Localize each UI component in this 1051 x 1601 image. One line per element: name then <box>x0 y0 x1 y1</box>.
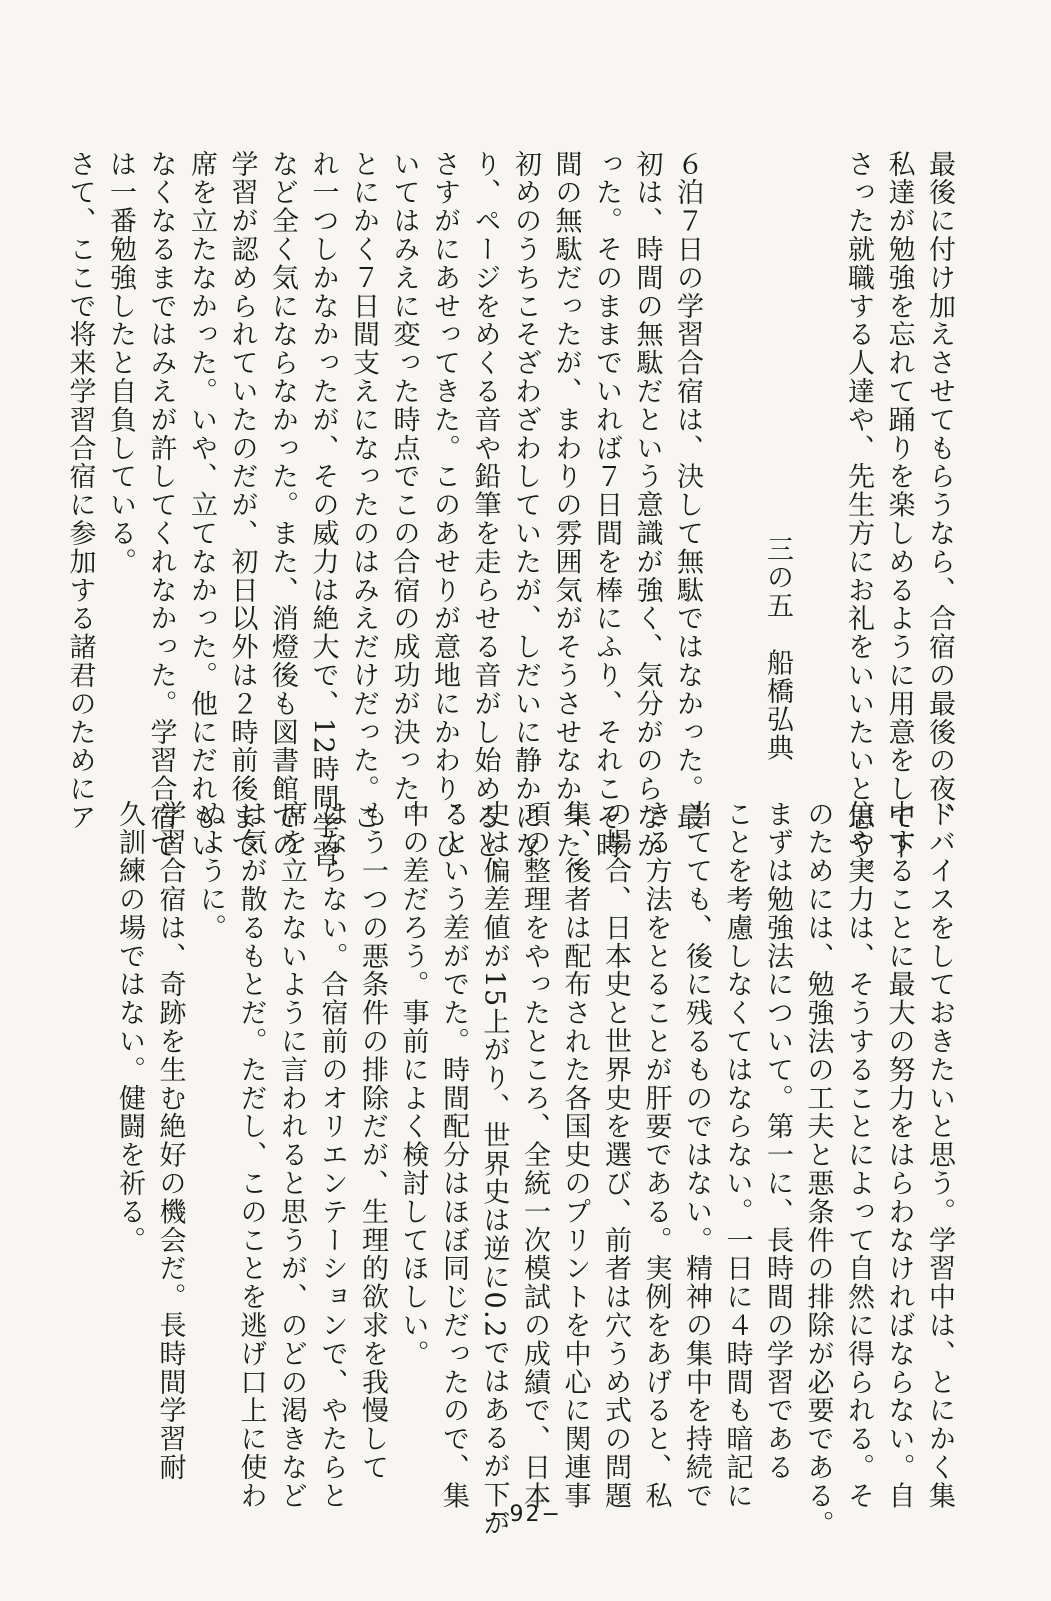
text-line: 私達が勉強を忘れて踊りを楽しめるように用意をして下 <box>883 150 915 860</box>
text-line: は一番勉強したと自負している。 <box>105 150 136 576</box>
text-line: 史は偏差値が15上がり、世界史は逆に0.2ではあるが下が <box>478 800 510 1538</box>
text-line: れ一つしかなかったが、その威力は絶大で、12時間学習 <box>307 150 339 869</box>
author-byline: 三の五 船橋弘典 <box>762 535 793 763</box>
text-line: さった就職する人達や、先生方にお礼をいいたいと思う。 <box>843 150 874 889</box>
text-line: 中することに最大の努力をはらわなければならない。自 <box>883 800 915 1510</box>
text-line: さすがにあせってきた。このあせりが意地にかわり、ひ <box>429 150 460 860</box>
text-line: ぬように。 <box>195 800 226 942</box>
text-line: 初は、時間の無駄だという意識が強く、気分がのらなか <box>631 150 663 860</box>
text-line: きる方法をとることが肝要である。実例をあげると、私 <box>640 800 672 1510</box>
closing-remarks-section <box>757 150 960 889</box>
text-line: り、ページをめくる音や鉛筆を走らせる音がし始めると、 <box>469 150 501 889</box>
text-line: った。そのままでいれば７日間を棒にふり、それこそ時 <box>591 150 622 860</box>
text-line: の場合、日本史と世界史を選び、前者は穴うめ式の問題 <box>600 800 631 1510</box>
blank-line <box>797 150 838 790</box>
text-line: ドバイスをしておきたいと思う。学習中は、とにかく集 <box>924 800 955 1510</box>
text-line: 席を立たなかった。いや、立てなかった。他にだれもい <box>186 150 217 860</box>
text-line: など全く気にならなかった。また、消燈後も図書館での <box>267 150 298 860</box>
text-line: 最後に付け加えさせてもらうなら、合宿の最後の夜、 <box>924 150 955 832</box>
text-line: まずは勉強法について。第一に、長時間の学習である <box>762 800 793 1482</box>
text-line: 信や実力は、そうすることによって自然に得られる。そ <box>843 800 874 1510</box>
text-line: とにかく７日間支えになったのはみえだけだった。こ <box>348 150 379 832</box>
text-line: 間の無駄だったが、まわりの雰囲気がそうさせなかった。 <box>550 150 582 889</box>
text-line: のためには、勉強法の工夫と悪条件の排除が必要である。 <box>802 800 834 1539</box>
text-line: 学習が認められていたのだが、初日以外は２時前後まで <box>226 150 258 860</box>
text-line: 中の差だろう。事前によく検討してほしい。 <box>397 800 429 1368</box>
text-line: いてはみえに変った時点でこの合宿の成功が決った。 <box>388 150 420 832</box>
text-line: 学習合宿は、奇跡を生む絶好の機会だ。長時間学習耐 <box>154 800 186 1482</box>
text-line: は気が散るもとだ。ただし、このことを逃げ口上に使わ <box>235 800 267 1510</box>
text-line: 項の整理をやったところ、全統一次模試の成績で、日本 <box>519 800 550 1510</box>
text-line: 席を立たないように言われると思うが、のどの渇きなど <box>276 800 307 1510</box>
text-line: もう一つの悪条件の排除だが、生理的欲求を我慢して <box>357 800 388 1482</box>
text-line: ことを考慮しなくてはならない。一日に４時間も暗記に <box>721 800 753 1510</box>
text-line: ６泊７日の学習合宿は、決して無駄ではなかった。最 <box>672 150 703 832</box>
page-number: −92− <box>489 1502 562 1527</box>
text-line: 集、後者は配布された各国史のプリントを中心に関連事 <box>559 800 591 1510</box>
text-line: 当てても、後に残るものではない。精神の集中を持続で <box>681 800 712 1510</box>
text-line: さて、ここで将来学習合宿に参加する諸君のためにア <box>64 150 96 832</box>
text-line: るという差がでた。時間配分はほぼ同じだったので、集 <box>438 800 469 1510</box>
text-line: 久訓練の場ではない。健闘を祈る。 <box>114 800 145 1255</box>
text-line: はならない。合宿前のオリエンテーションで、やたらと <box>316 800 348 1510</box>
text-line: 初めのうちこそざわざわしていたが、しだいに静かにな <box>510 150 541 860</box>
text-line: なくなるまではみえが許してくれなかった。学習合宿で <box>145 150 177 860</box>
